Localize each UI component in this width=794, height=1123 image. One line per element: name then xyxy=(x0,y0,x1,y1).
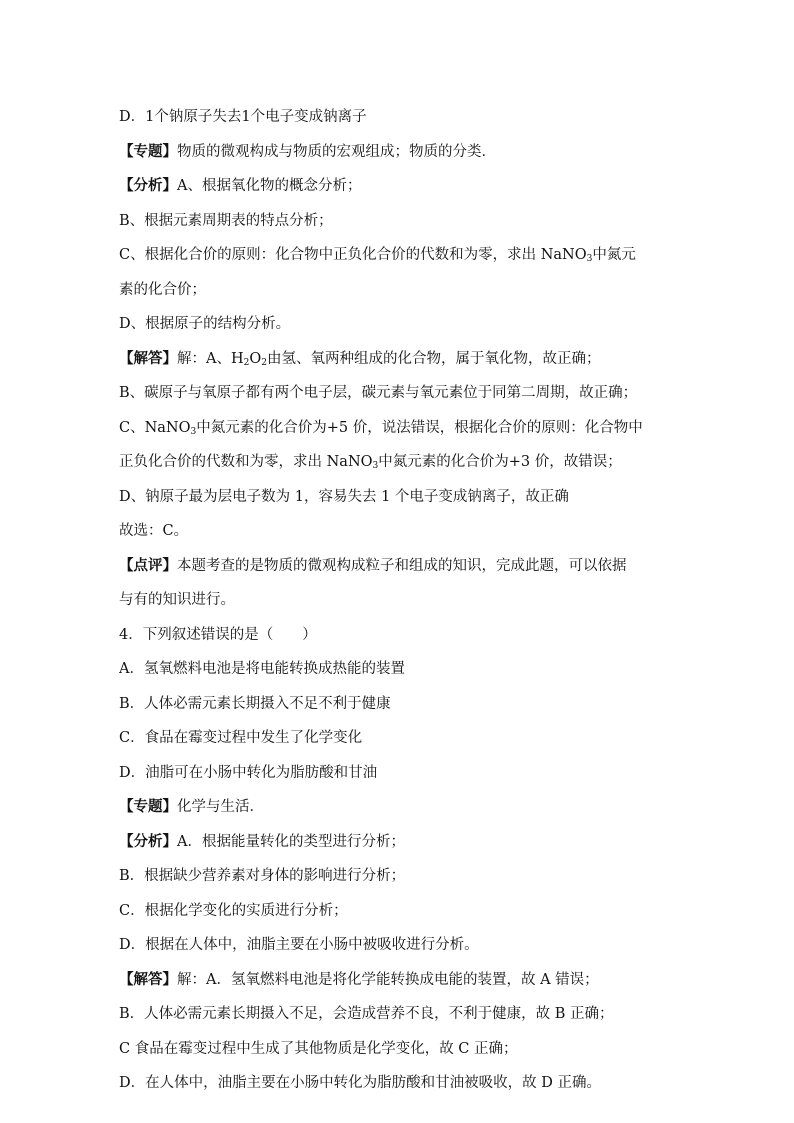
q3-analysis-c-1 xyxy=(119,238,679,273)
analysis-text: A．根据能量转化的类型进行分析； xyxy=(177,833,405,850)
analysis-tag: 【分析】 xyxy=(119,832,177,850)
q3-analysis-b: B、根据元素周期表的特点分析； xyxy=(119,212,333,229)
q3-analysis-c-2: 素的化合价； xyxy=(119,281,206,298)
answer-tag: 【解答】 xyxy=(119,970,177,988)
q3-answer-c-1 xyxy=(119,411,679,446)
answer-c1-post: 中氮元素的化合价为+5 价，说法错误，根据化合价的原则：化合物中 xyxy=(196,419,643,436)
subscript: 3 xyxy=(586,254,593,264)
subscript: 2 xyxy=(243,357,250,368)
subscript: 2 xyxy=(261,357,267,368)
answer-c1-pre: C、NaNO xyxy=(119,419,191,436)
analysis-c-pre: C、根据化合价的原则：化合物中正负化合价的代数和为零，求出 NaNO xyxy=(119,247,587,263)
q4-answer-c: C 食品在霉变过程中生成了其他物质是化学变化，故 C 正确； xyxy=(119,1040,518,1057)
q4-option-d: D．油脂可在小肠中转化为脂肪酸和甘油 xyxy=(119,764,378,781)
q3-answer-c-2 xyxy=(119,445,679,480)
analysis-tag: 【分析】 xyxy=(119,177,177,194)
answer-a-pre: 解：A、H xyxy=(177,350,244,367)
topic-tag: 【专题】 xyxy=(119,798,177,815)
q4-analysis-d: D．根据在人体中，油脂主要在小肠中被吸收进行分析。 xyxy=(119,937,479,953)
q4-answer-d: D．在人体中，油脂主要在小肠中转化为脂肪酸和甘油被吸收，故 D 正确。 xyxy=(119,1075,601,1091)
q3-topic xyxy=(119,135,679,170)
q4-option-c: C．食品在霉变过程中发生了化学变化 xyxy=(119,730,363,746)
q4-answer-a xyxy=(119,963,679,998)
answer-a-post: 由氢、氧两种组成的化合物，属于氧化物，故正确； xyxy=(266,350,601,367)
topic-tag: 【专题】 xyxy=(119,142,177,160)
analysis-c-post: 中氮元 xyxy=(592,247,636,263)
answer-text: 解：A．氢氧燃料电池是将化学能转换成电能的装置，故 A 错误； xyxy=(177,971,599,988)
q4-option-b: B．人体必需元素长期摄入不足不利于健康 xyxy=(119,695,391,712)
topic-text: 物质的微观构成与物质的宏观组成；物质的分类． xyxy=(177,143,496,160)
document-page xyxy=(119,100,679,1101)
q4-analysis-b: B．根据缺少营养素对身体的影响进行分析； xyxy=(119,868,406,884)
answer-tag: 【解答】 xyxy=(119,349,177,367)
q4-option-a: A．氢氧燃料电池是将电能转换成热能的装置 xyxy=(119,661,405,677)
q4-analysis-c: C．根据化学变化的实质进行分析； xyxy=(119,902,348,919)
answer-c2-post: 中氮元素的化合价为+3 价，故错误； xyxy=(378,454,622,470)
q4-stem: 4．下列叙述错误的是（ ） xyxy=(119,626,317,643)
q3-comment-1 xyxy=(119,549,679,584)
q3-analysis-a xyxy=(119,169,679,204)
topic-text: 化学与生活． xyxy=(177,799,264,815)
q4-answer-b: B．人体必需元素长期摄入不足，会造成营养不良，不利于健康，故 B 正确； xyxy=(119,1006,614,1022)
q4-topic xyxy=(119,790,679,825)
subscript: 3 xyxy=(372,461,379,471)
comment-tag: 【点评】 xyxy=(119,556,177,574)
q3-answer-b: B、碳原子与氧原子都有两个电子层，碳元素与氧元素位于同第二周期，故正确； xyxy=(119,385,638,401)
comment-text: 本题考查的是物质的微观构成粒子和组成的知识，完成此题，可以依据 xyxy=(177,557,627,574)
q3-option-d: D．1个钠原子失去1个电子变成钠离子 xyxy=(119,109,367,125)
answer-c2-pre: 正负化合价的代数和为零，求出 NaNO xyxy=(119,454,373,470)
q3-comment-2: 与有的知识进行。 xyxy=(119,592,235,608)
q3-choose: 故选：C。 xyxy=(119,523,189,539)
q3-analysis-d: D、根据原子的结构分析。 xyxy=(119,316,291,332)
answer-a-mid: O xyxy=(249,350,262,367)
subscript: 3 xyxy=(190,426,197,437)
analysis-text: A、根据氧化物的概念分析； xyxy=(177,178,362,194)
q3-answer-d: D、钠原子最为层电子数为 1，容易失去 1 个电子变成钠离子，故正确 xyxy=(119,488,569,505)
q3-answer-a xyxy=(119,342,679,377)
q4-analysis-a xyxy=(119,825,679,860)
